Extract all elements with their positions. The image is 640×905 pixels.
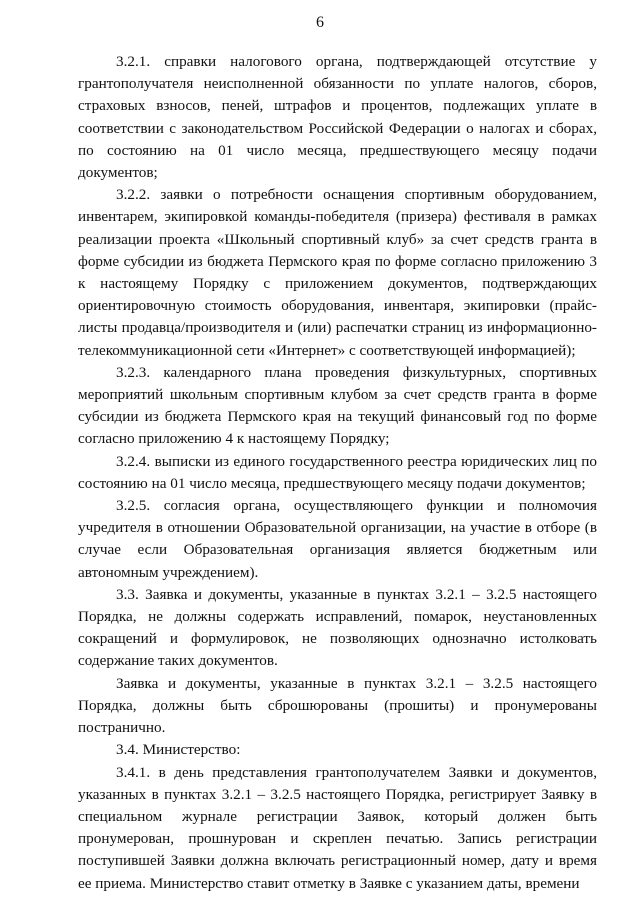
paragraph-3-2-2: 3.2.2. заявки о потребности оснащения спортивным оборудованием, инвентарем, экипировкой команды-победителя (призера) фестиваля в рамках реализации проекта «Школьный спортивный клуб» за счет средств гранта в форме субсидии из бюджета Пермского края по форме согласно приложению 3 к настоящему Порядку с приложением документов, подтверждающих ориентировочную стоимость оборудования, инвентаря, экипировки (прайс-листы продавца/производителя и (или) распечатки страниц из информационно-телекоммуникационной сети «Интернет» с соответствующей информацией); [78,186,597,359]
paragraph-3-2-3: 3.2.3. календарного плана проведения физкультурных, спортивных мероприятий школьным спортивным клубом за счет средств гранта в форме субсидии из бюджета Пермского края на текущий финансовый год по форме согласно приложению 4 к настоящему Порядку; [78,363,597,448]
paragraph-3-2-4: 3.2.4. выписки из единого государственного реестра юридических лиц по состоянию на 01 число месяца, предшествующего месяцу подачи документов; [78,452,597,492]
paragraph-3-2-1: 3.2.1. справки налогового органа, подтверждающей отсутствие у грантополучателя неисполненной обязанности по уплате налогов, сборов, страховых взносов, пеней, штрафов и процентов, подлежащих уплате в соответствии с законодательством Российской Федерации о налогах и сборах, по состоянию на 01 число месяца, предшествующего месяцу подачи документов; [78,53,597,182]
paragraph-3-4-1: 3.4.1. в день представления грантополучателем Заявки и документов, указанных в пунктах 3.2.1 – 3.2.5 настоящего Порядка, регистрирует Заявку в специальном журнале регистрации Заявок, который должен быть пронумерован, прошнурован и скреплен печатью. Запись регистрации поступившей Заявки должна включать регистрационный номер, дату и время ее приема. Министерство ставит отметку в Заявке с указанием даты, времени [78,763,597,892]
paragraph-3-3: 3.3. Заявка и документы, указанные в пунктах 3.2.1 – 3.2.5 настоящего Порядка, не должны содержать исправлений, помарок, неустановленных сокращений и формулировок, не позволяющих однозначно истолковать содержание таких документов. [78,585,597,670]
paragraph-3-4: 3.4. Министерство: [116,741,241,759]
page-number: 6 [316,14,324,31]
document-body [78,51,597,895]
paragraph-3-3-continued: Заявка и документы, указанные в пунктах 3.2.1 – 3.2.5 настоящего Порядка, должны быть сброшюрованы (прошиты) и пронумерованы постранично. [78,674,597,737]
paragraph-3-2-5: 3.2.5. согласия органа, осуществляющего функции и полномочия учредителя в отношении Образовательной организации, на участие в отборе (в случае если Образовательная организация является бюджетным или автономным учреждением). [78,497,597,581]
